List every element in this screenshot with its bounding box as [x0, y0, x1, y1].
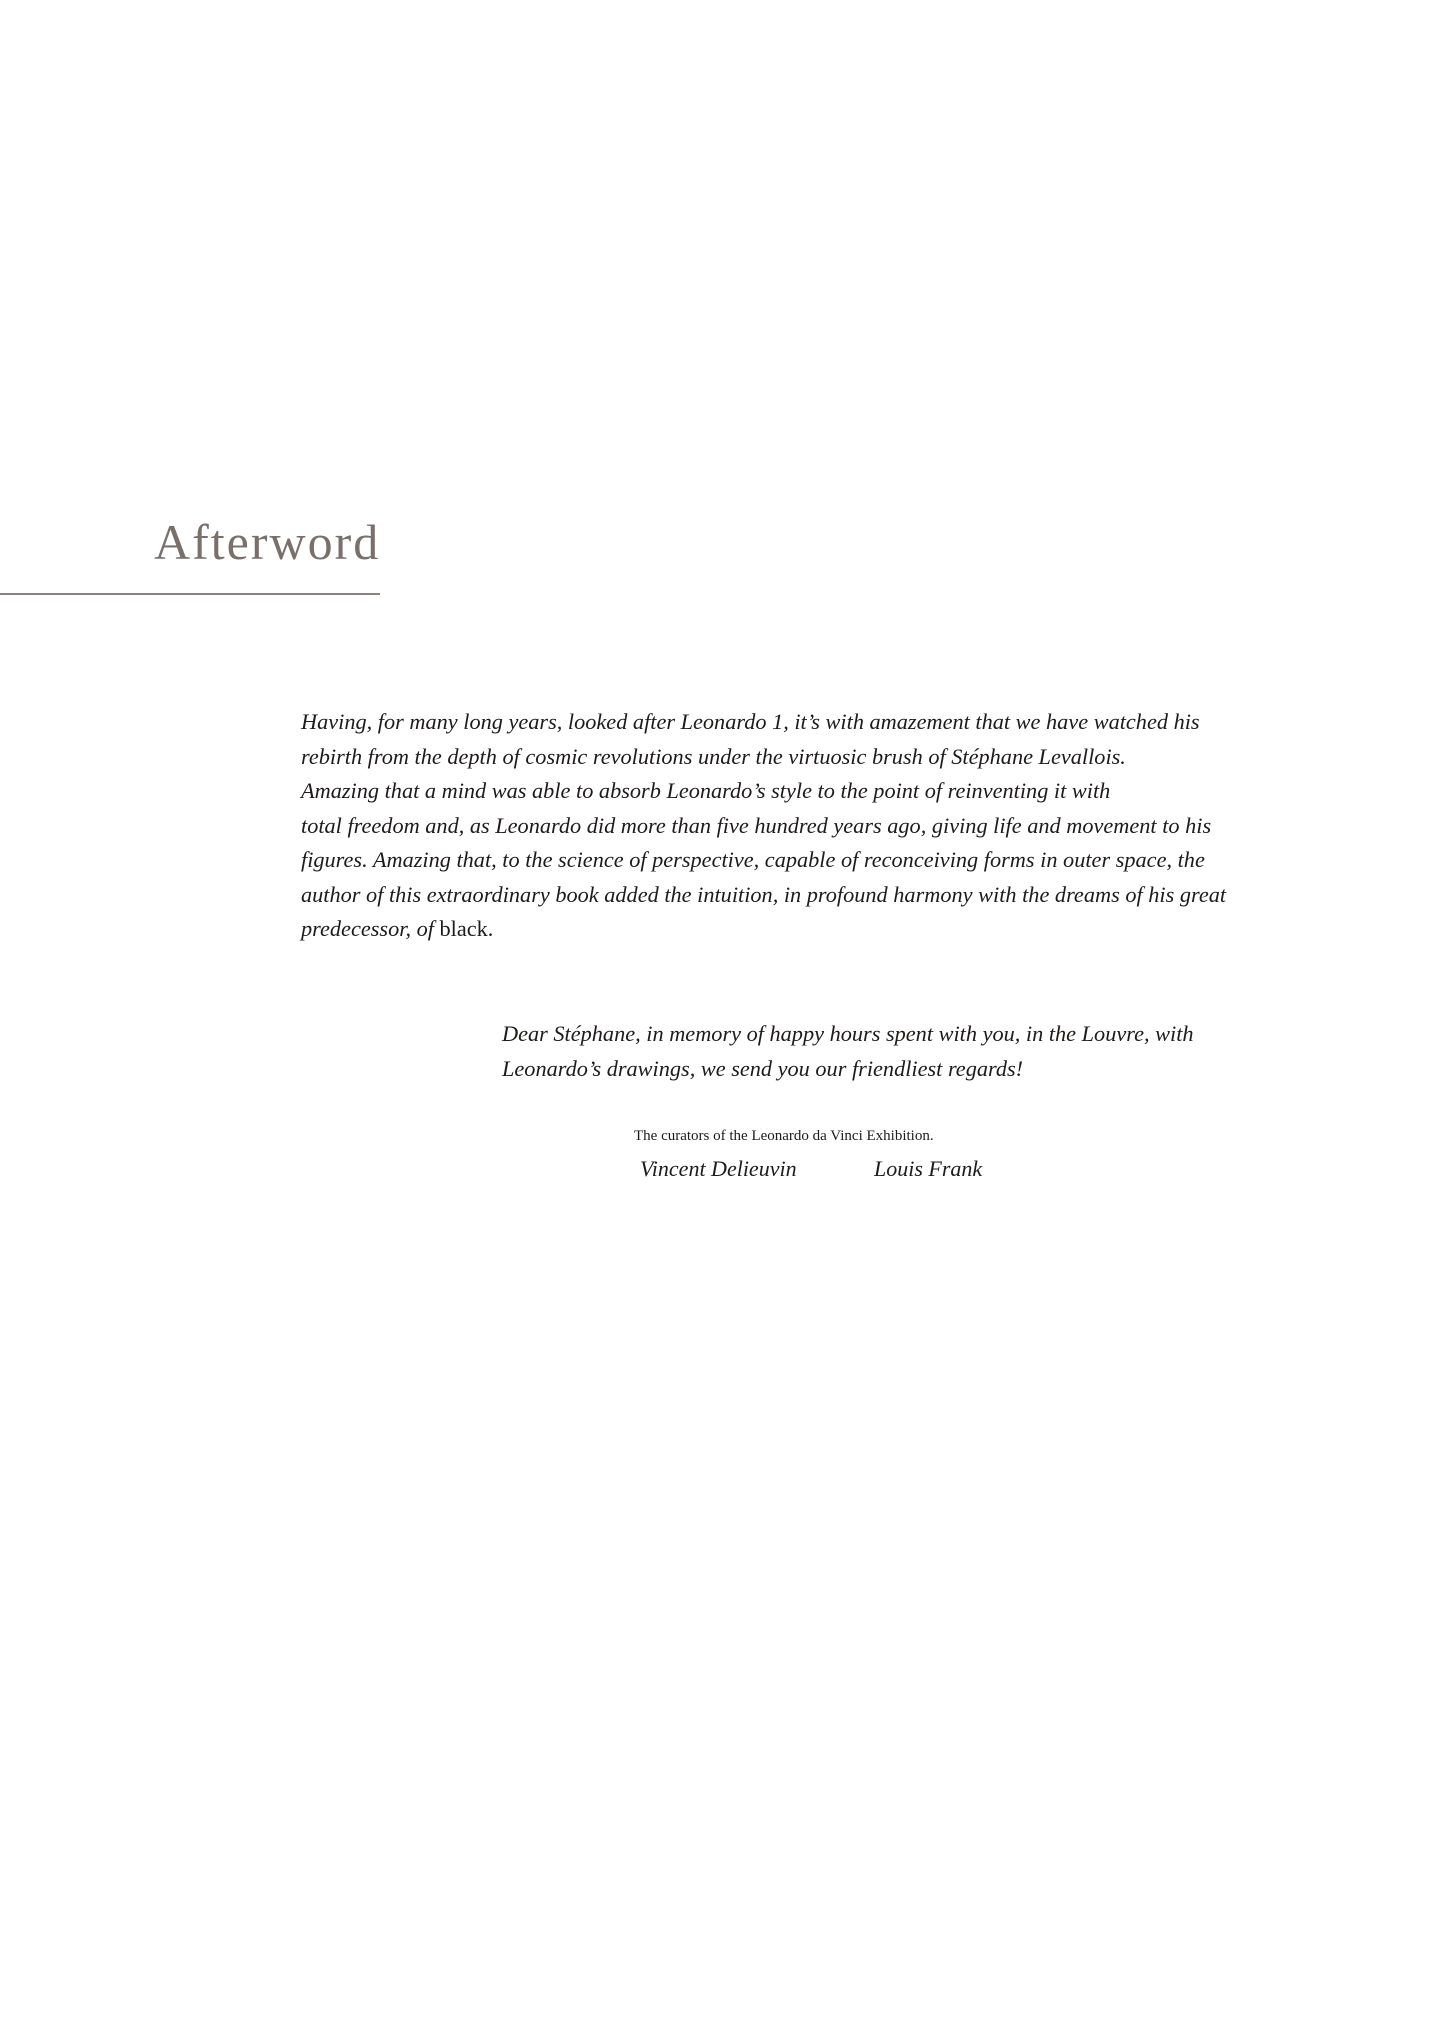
signer-name: Louis Frank [874, 1156, 983, 1181]
signer-name: Vincent Delieuvin [640, 1156, 797, 1181]
afterword-body [301, 705, 1311, 947]
body-line: Having, for many long years, looked after Leonardo 1, it’s with amazement that we have watched his [301, 709, 1200, 734]
body-last-line-upright: black. [439, 916, 494, 941]
page-title: Afterword [154, 514, 381, 570]
signature-caption: The curators of the Leonardo da Vinci Exhibition. [634, 1128, 934, 1144]
dedication-line: Dear Stéphane, in memory of happy hours spent with you, in the Louvre, with [502, 1021, 1194, 1046]
dedication [502, 1017, 1194, 1086]
dedication-line: Leonardo’s drawings, we send you our friendliest regards! [502, 1055, 1024, 1081]
body-line: rebirth from the depth of cosmic revolutions under the virtuosic brush of Stéphane Levallois. [301, 743, 1126, 769]
body-last-line [301, 912, 1311, 947]
body-line: figures. Amazing that, to the science of perspective, capable of reconceiving forms in outer space, the [301, 847, 1205, 872]
title-underline-divider [0, 593, 380, 595]
body-last-line-italic: predecessor, of [301, 916, 440, 941]
body-line: total freedom and, as Leonardo did more than five hundred years ago, giving life and movement to his [301, 812, 1212, 838]
body-line: Amazing that a mind was able to absorb Leonardo’s style to the point of reinventing it with [301, 778, 1111, 803]
body-line: author of this extraordinary book added the intuition, in profound harmony with the dreams of his great [301, 881, 1227, 907]
